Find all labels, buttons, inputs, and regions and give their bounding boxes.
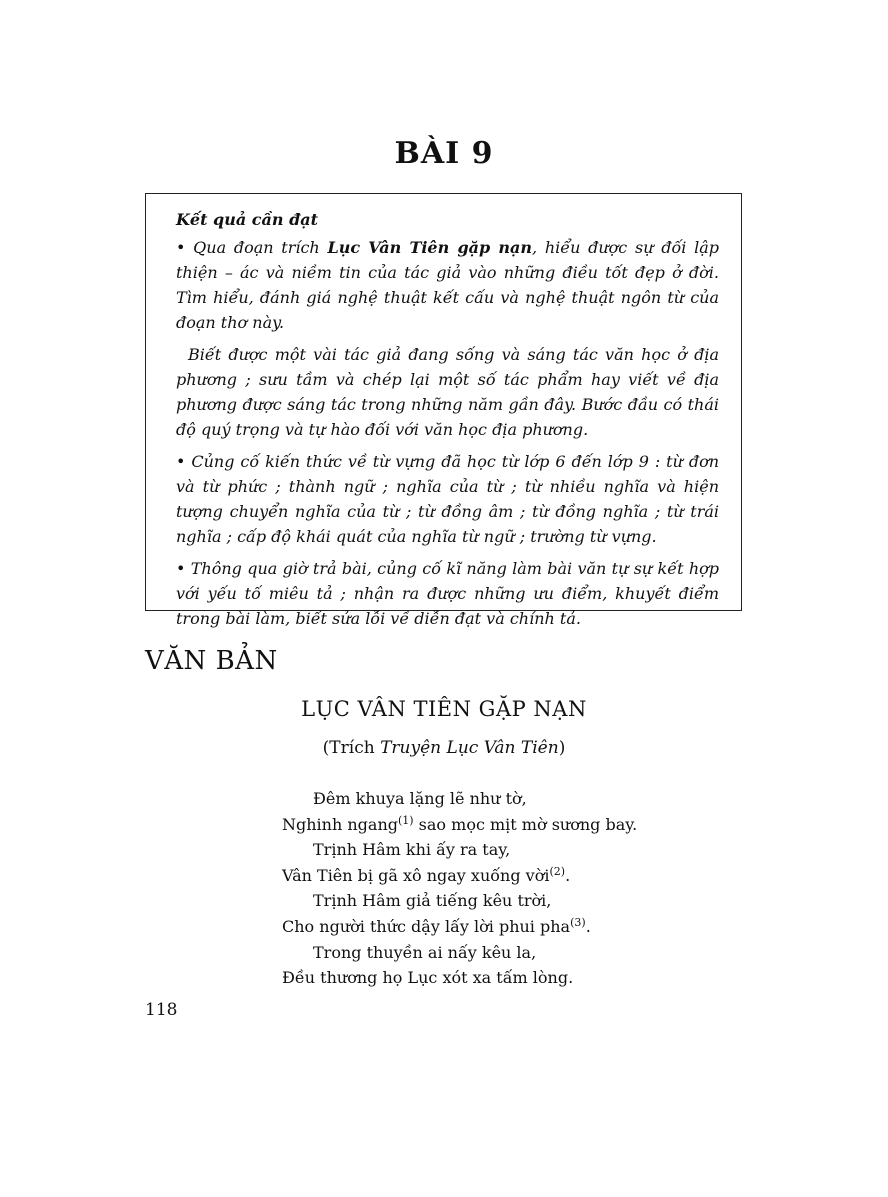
poem-line-8: Đều thương họ Lục xót xa tấm lòng. (282, 968, 574, 988)
objective-item-1 (176, 235, 719, 335)
poem-line-6-end: . (585, 916, 591, 936)
poem-line-2 (282, 812, 702, 838)
objective-item-1-rest: , hiểu được sự đối lập thiện – ác và niềm tin của tác giả vào những điều tốt đẹp ở đời. Tìm hiểu, đánh giá nghệ thuật kết cấu và nghệ thuật ngôn từ của đoạn thơ này. (176, 238, 719, 332)
objective-item-3: • Thông qua giờ trả bài, củng cố kĩ năng làm bài văn tự sự kết hợp với yếu tố miêu tả ; nhận ra được những ưu điểm, khuyết điểm trong bài làm, biết sửa lỗi về diễn đạt và chính tả. (176, 559, 719, 628)
poem-title: LỤC VÂN TIÊN GẶP NẠN (301, 697, 587, 721)
footnote-ref-2: (2) (549, 864, 566, 878)
poem-source-work: Truyện Lục Vân Tiên (380, 738, 559, 758)
footnote-ref-1: (1) (398, 813, 414, 827)
objectives-box (145, 193, 742, 628)
lesson-title: BÀI 9 (394, 136, 494, 171)
footnote-ref-3: (3) (570, 915, 586, 929)
poem-line-2-end: sao mọc mịt mờ sương bay. (413, 814, 638, 834)
poem-line-5: Trịnh Hâm giả tiếng kêu trời, (313, 891, 552, 911)
poem-source (0, 738, 888, 758)
poem-line-7: Trong thuyền ai nấy kêu la, (313, 942, 537, 962)
poem-line-4-start: Vân Tiên bị gã xô ngay xuống vời (282, 865, 550, 885)
poem-source-prefix: (Trích (322, 738, 381, 758)
page-number: 118 (145, 1000, 178, 1020)
poem-line-3: Trịnh Hâm khi ấy ra tay, (313, 840, 511, 860)
objective-item-2: • Củng cố kiến thức về từ vựng đã học từ lớp 6 đến lớp 9 : từ đơn và từ phức ; thành ngữ ; nghĩa của từ ; từ nhiều nghĩa và hiện tượng chuyển nghĩa của từ ; từ đồng âm ; từ đồng nghĩa ; từ trái nghĩa ; cấp độ khái quát của nghĩa từ ngữ ; trường từ vựng. (176, 452, 719, 546)
poem-line-1: Đêm khuya lặng lẽ như tờ, (313, 789, 527, 808)
objectives-heading: Kết quả cần đạt (176, 210, 319, 229)
poem-body (282, 786, 702, 991)
poem-line-2-start: Nghinh ngang (282, 814, 398, 834)
poem-line-6-start: Cho người thức dậy lấy lời phui pha (282, 916, 571, 936)
poem-source-suffix: ) (558, 738, 566, 758)
objective-item-1-continued: Biết được một vài tác giả đang sống và sáng tác văn học ở địa phương ; sưu tầm và chép lại một số tác phẩm hay viết về địa phương được sáng tác trong những năm gần đây. Bước đầu có thái độ quý trọng và tự hào đối với văn học địa phương. (176, 345, 719, 439)
excerpt-title-inline: Lục Vân Tiên gặp nạn (327, 238, 533, 257)
poem-line-4-end: . (565, 865, 571, 885)
section-title: VĂN BẢN (145, 646, 278, 676)
objective-item-1-intro: • Qua đoạn trích (176, 238, 328, 257)
poem-line-6 (282, 914, 702, 940)
poem-line-4 (282, 863, 702, 889)
